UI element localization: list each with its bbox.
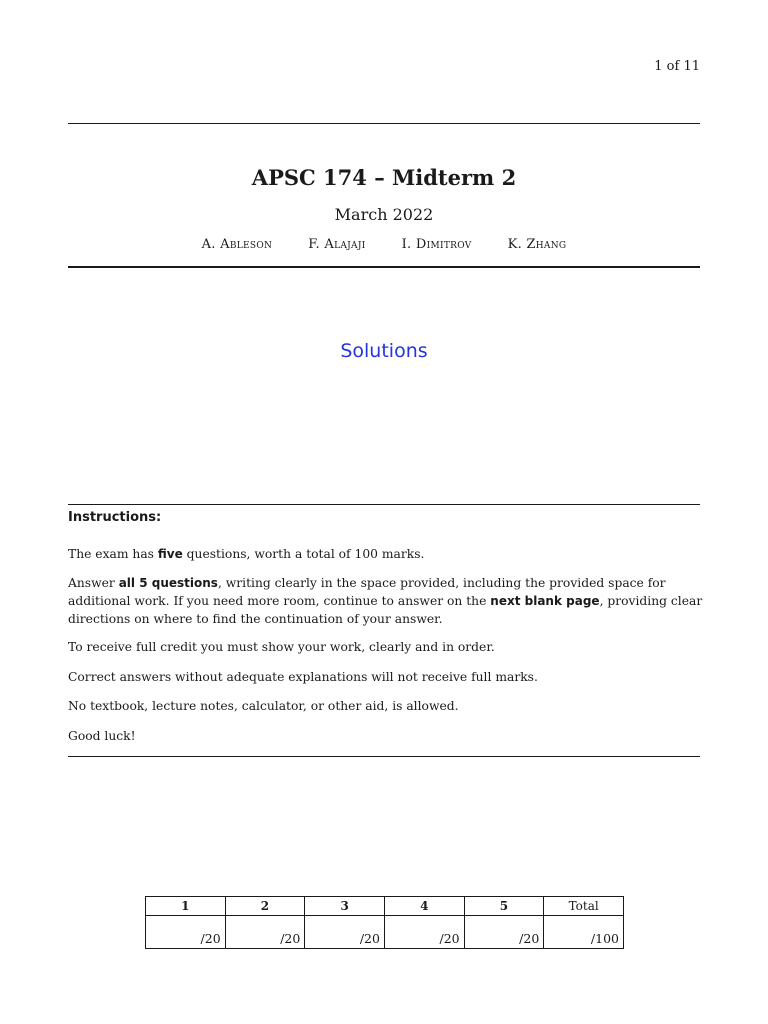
instruction-paragraph: Good luck!	[68, 729, 136, 743]
instruction-paragraph	[68, 545, 704, 563]
instruction-text: , writing clearly in the space provided, including the provided space for additional work. If you need more room, continue to answer on the	[68, 576, 666, 608]
author-name: F. Alajaji	[308, 237, 366, 252]
score-cell: /20	[305, 916, 385, 949]
question-header: 3	[305, 897, 385, 916]
instruction-paragraph: To receive full credit you must show your work, clearly and in order.	[68, 640, 495, 654]
score-cell: /20	[146, 916, 226, 949]
question-header: 1	[146, 897, 226, 916]
header-bottom-rule	[68, 266, 700, 268]
instructions-top-rule	[68, 504, 700, 505]
question-header: 2	[225, 897, 305, 916]
grade-table-header-row	[146, 897, 624, 916]
author-name: K. Zhang	[507, 237, 567, 252]
instruction-text: , providing clear directions on where to find the continuation of your answer.	[68, 594, 703, 626]
instruction-text: questions, worth a total of 100 marks.	[182, 547, 425, 561]
instruction-paragraph	[68, 574, 704, 628]
grade-table	[145, 896, 624, 949]
question-header: 5	[464, 897, 544, 916]
score-cell: /20	[225, 916, 305, 949]
instruction-emphasis: next blank page	[490, 594, 600, 608]
grade-table-score-row	[146, 916, 624, 949]
author-name: A. Ableson	[201, 237, 273, 252]
instructions-heading: Instructions:	[68, 510, 162, 525]
solutions-banner: Solutions	[340, 340, 428, 362]
instruction-emphasis: five	[157, 547, 183, 561]
total-header: Total	[544, 897, 624, 916]
total-score-cell: /100	[544, 916, 624, 949]
exam-date: March 2022	[334, 205, 434, 224]
instruction-paragraph: Correct answers without adequate explanations will not receive full marks.	[68, 670, 538, 684]
instruction-text: The exam has	[68, 547, 158, 561]
author-name: I. Dimitrov	[401, 237, 472, 252]
instruction-text: Answer	[68, 576, 119, 590]
score-cell: /20	[384, 916, 464, 949]
page-number: 1 of 11	[654, 59, 700, 74]
instructions-bottom-rule	[68, 756, 700, 757]
top-rule	[68, 123, 700, 124]
score-cell: /20	[464, 916, 544, 949]
instruction-paragraph: No textbook, lecture notes, calculator, or other aid, is allowed.	[68, 699, 459, 713]
exam-title: APSC 174 – Midterm 2	[251, 165, 517, 190]
instruction-emphasis: all 5 questions	[118, 576, 218, 590]
authors-line	[0, 237, 768, 252]
question-header: 4	[384, 897, 464, 916]
